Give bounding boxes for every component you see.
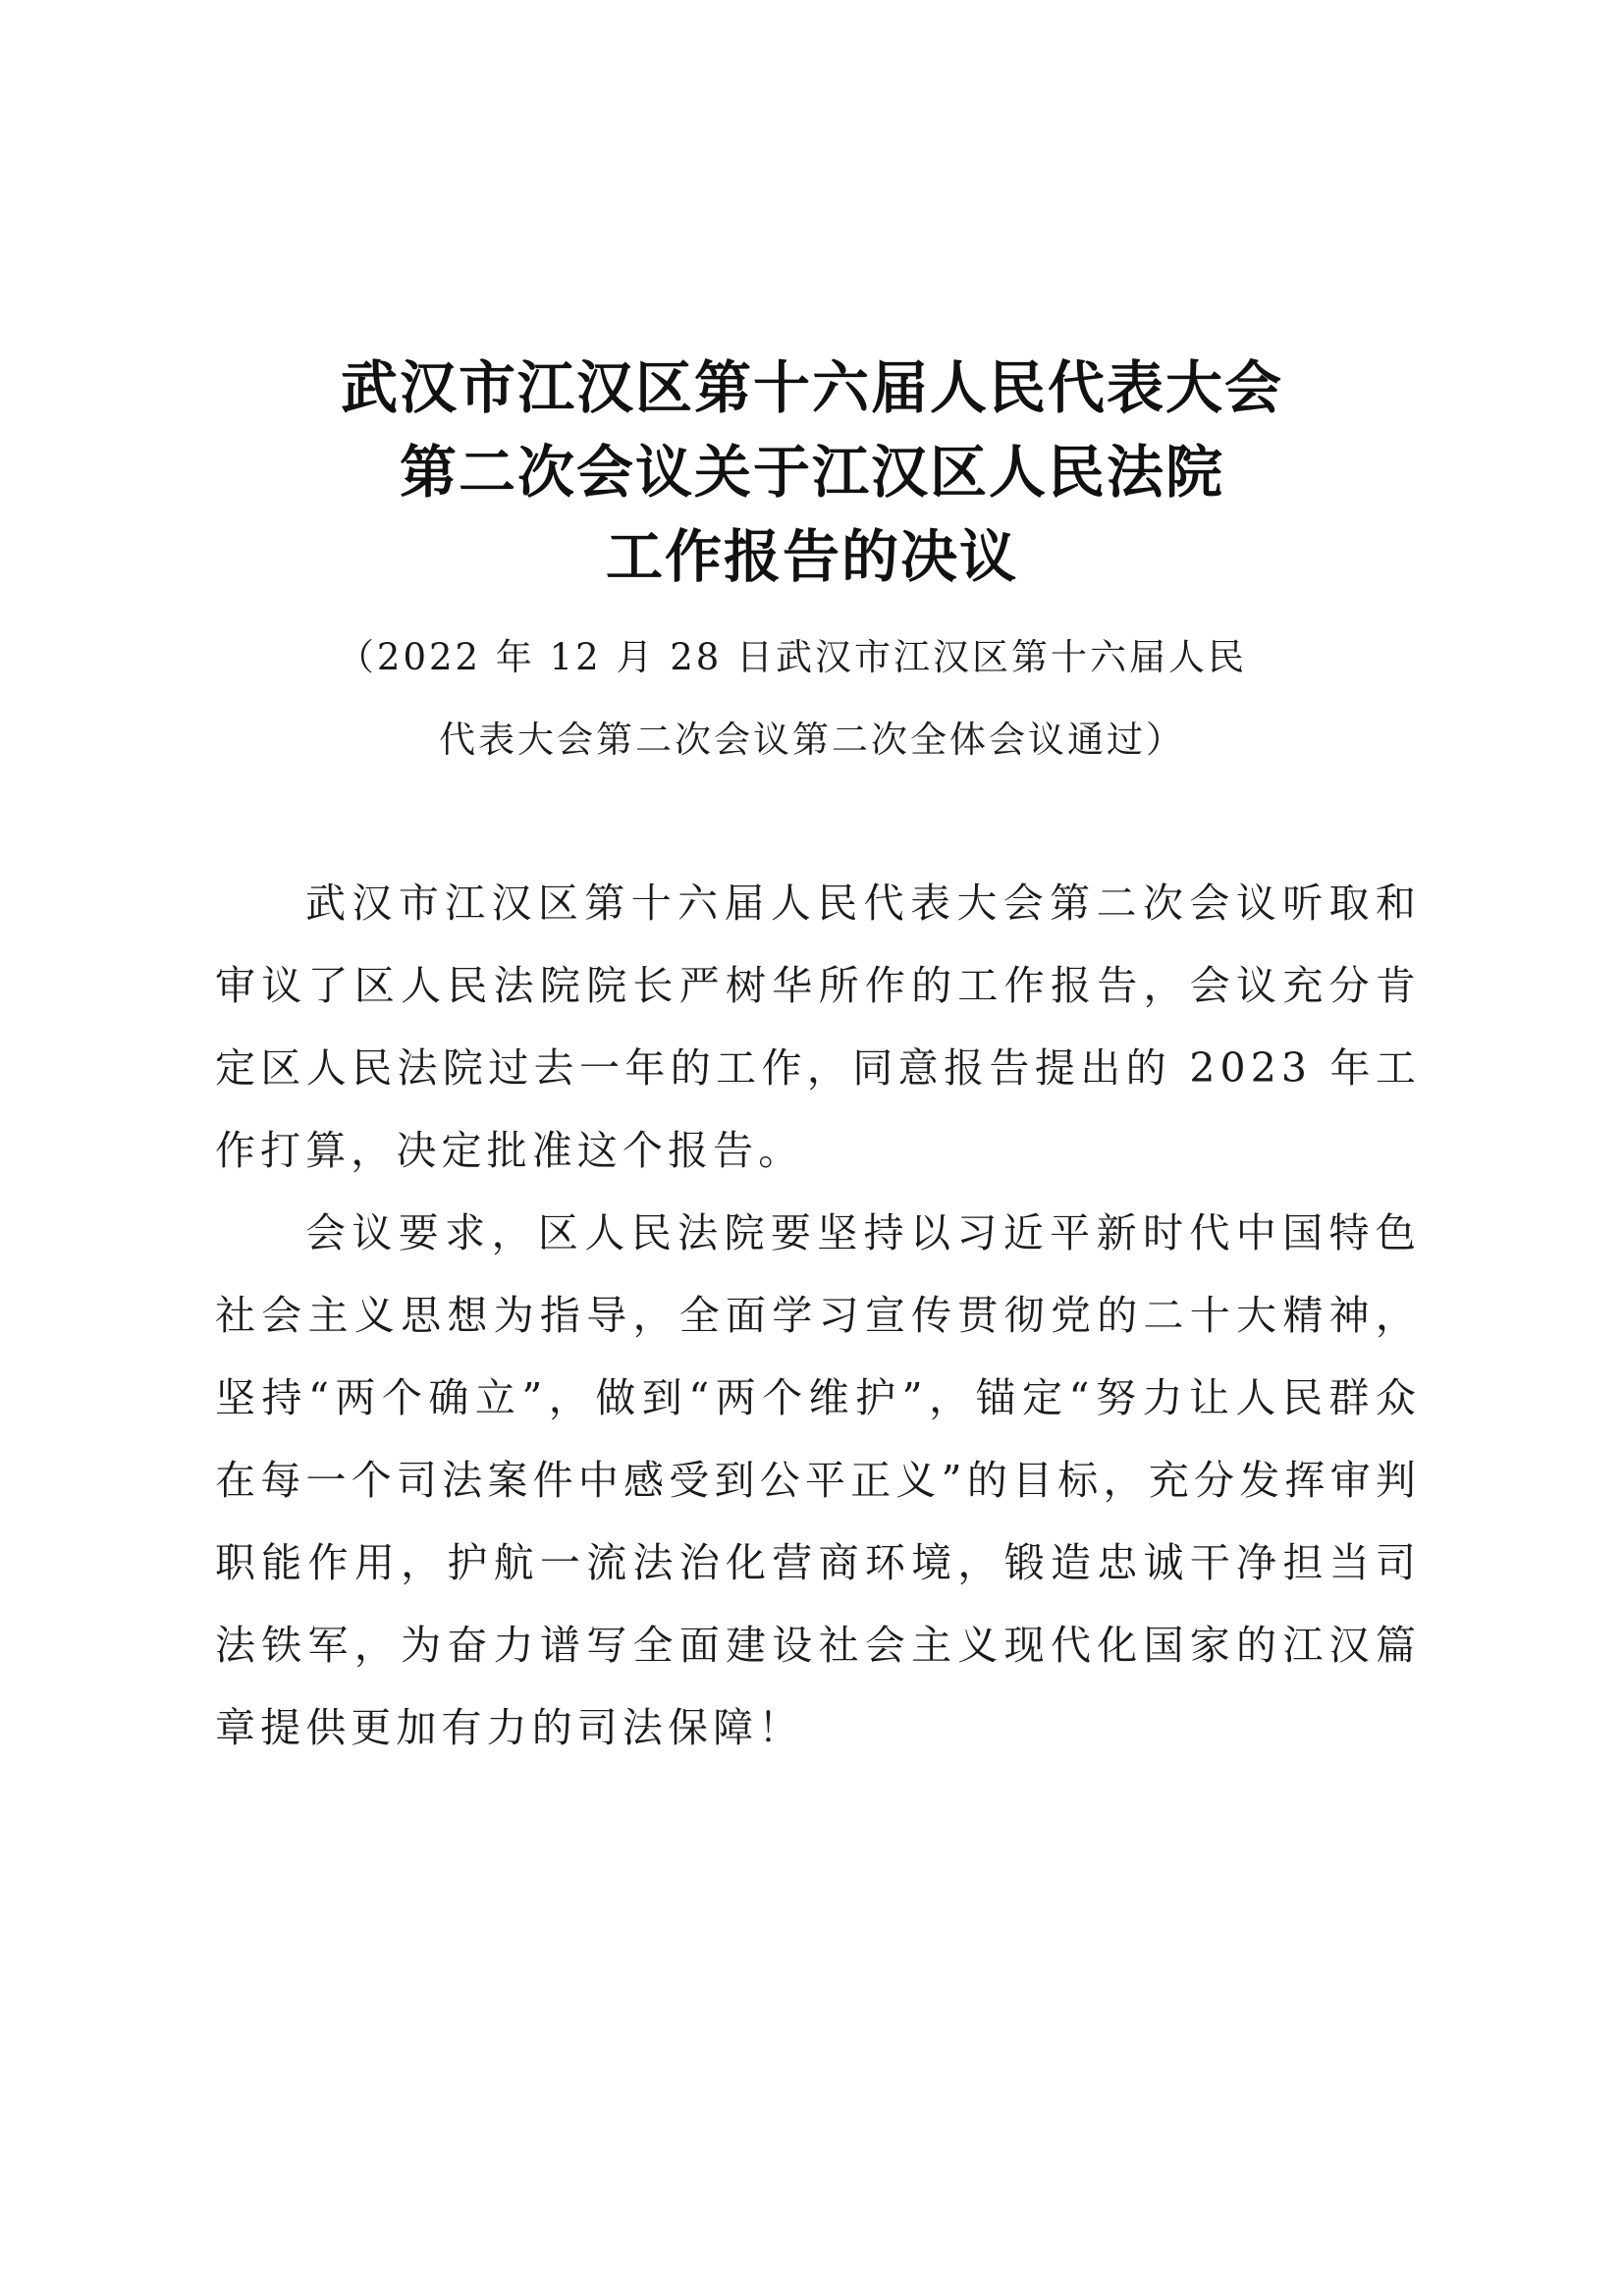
title-line-2: 第二次会议关于江汉区人民法院	[399, 439, 1224, 506]
subtitle-line-1: （2022 年 12 月 28 日武汉市江汉区第十六届人民	[337, 636, 1248, 678]
document-subtitle	[0, 616, 1624, 781]
body-paragraph-2: 会议要求，区人民法院要坚持以习近平新时代中国特色社会主义思想为指导，全面学习宣传贯彻党的二十大精神，坚持“两个确立”，做到“两个维护”，锚定“努力让人民群众在每一个司法案件中感受到公平正义”的目标，充分发挥审判职能作用，护航一流法治化营商环境，锻造忠诚干净担当司法铁军，为奋力谱写全面建设社会主义现代化国家的江汉篇章提供更加有力的司法保障！	[215, 1209, 1421, 1751]
title-line-1: 武汉市江汉区第十六届人民代表大会	[340, 354, 1283, 421]
document-title	[0, 346, 1624, 599]
body-paragraph-1: 武汉市江汉区第十六届人民代表大会第二次会议听取和审议了区人民法院院长严树华所作的工作报告，会议充分肯定区人民法院过去一年的工作，同意报告提出的 2023 年工作打算，决定批准这个报告。	[215, 880, 1421, 1174]
title-line-3: 工作报告的决议	[605, 523, 1018, 590]
subtitle-line-2: 代表大会第二次会议第二次全体会议通过）	[439, 719, 1185, 761]
document-body	[215, 862, 1421, 1769]
